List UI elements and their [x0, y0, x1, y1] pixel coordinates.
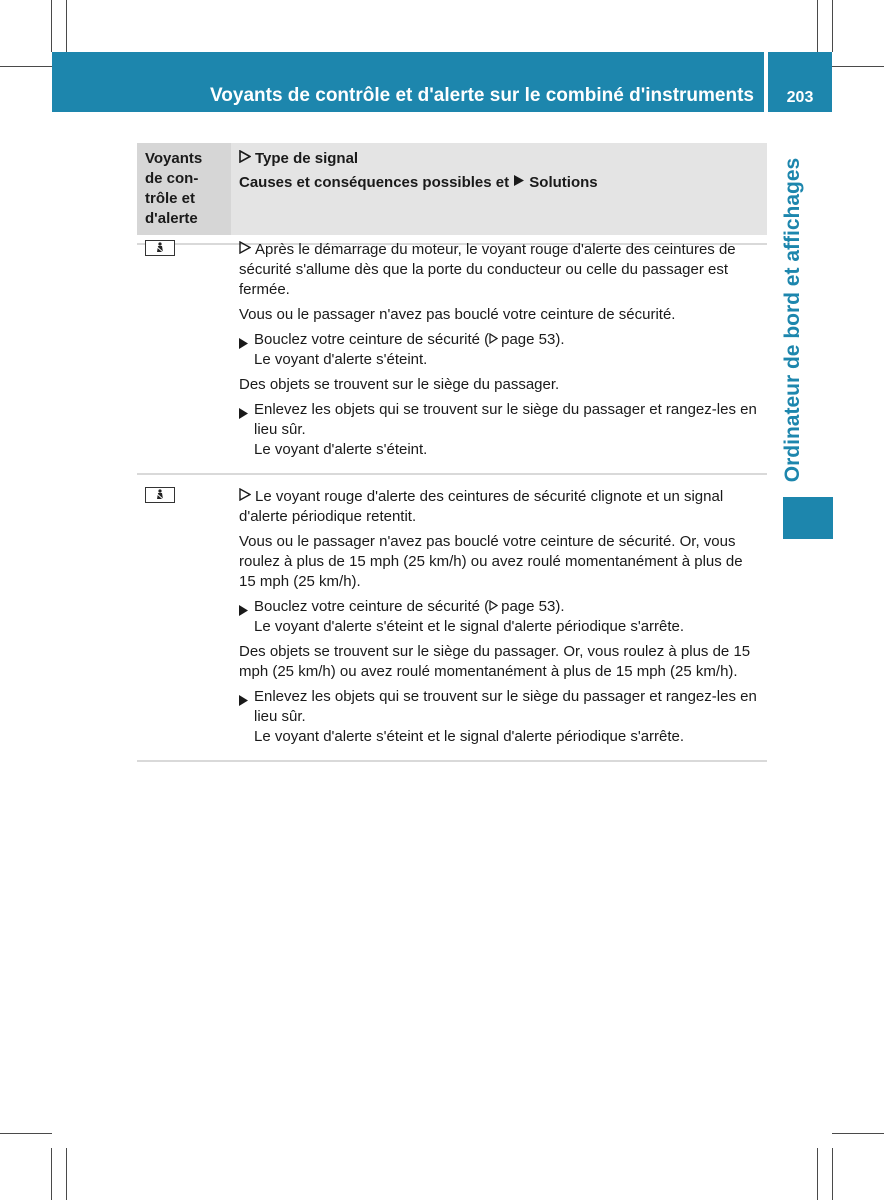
- solution-step: [239, 400, 761, 460]
- crop-mark: [832, 66, 884, 67]
- solution-step: [239, 330, 761, 370]
- crop-mark: [51, 0, 52, 52]
- solution-result: Le voyant d'alerte s'éteint et le signal d'alerte périodique s'arrête.: [254, 728, 685, 745]
- header-col-lamps-line: de con-: [145, 170, 199, 187]
- warning-lamps-table: [137, 143, 767, 245]
- header-solutions-label: Solutions: [529, 174, 598, 191]
- header-causes: [239, 173, 759, 193]
- solution-text-part: Bouclez votre ceinture de sécurité (: [254, 331, 490, 348]
- crop-mark: [832, 1133, 884, 1134]
- solution-step: [239, 597, 761, 637]
- solution-result: Le voyant d'alerte s'éteint.: [254, 441, 428, 458]
- crop-mark: [51, 1148, 52, 1200]
- crop-mark: [832, 1148, 833, 1200]
- outline-triangle-icon: [239, 487, 251, 507]
- crop-mark: [66, 1148, 67, 1200]
- solution-bullet-icon: [239, 692, 248, 712]
- crop-mark: [0, 66, 52, 67]
- crop-mark: [817, 0, 818, 52]
- solution-text-part: Bouclez votre ceinture de sécurité (: [254, 598, 490, 615]
- side-tab: [776, 150, 810, 490]
- page-number: 203: [786, 89, 814, 106]
- signal-text: Après le démarrage du moteur, le voyant rouge d'alerte des ceintures de sécurité s'allume dès que la porte du conducteur ou celle du passager est fermée.: [239, 241, 736, 298]
- header-col-lamps-line: trôle et: [145, 190, 196, 207]
- crop-mark: [0, 1133, 52, 1134]
- table-row: [137, 475, 767, 762]
- seatbelt-warning-icon: [145, 487, 175, 503]
- solution-step: [239, 687, 761, 747]
- cause-text: Des objets se trouvent sur le siège du passager.: [239, 376, 560, 393]
- solution-text: [254, 330, 761, 350]
- page-ref-triangle-icon: [489, 330, 498, 350]
- outline-triangle-icon: [239, 149, 251, 169]
- cause-text: Vous ou le passager n'avez pas bouclé votre ceinture de sécurité. Or, vous roulez à plus de 15 mph (25 km/h) ou avez roulé momentanément à plus de 15 mph (25 km/h).: [239, 533, 743, 590]
- signal-cell: [231, 240, 767, 473]
- page-title: Voyants de contrôle et d'alerte sur le combiné d'instruments: [210, 85, 754, 106]
- page-ref-triangle-icon: [489, 597, 498, 617]
- cause-text: Des objets se trouvent sur le siège du passager. Or, vous roulez à plus de 15 mph (25 km/h) ou avez roulé momentanément à plus de 15 mph (25 km/h).: [239, 643, 751, 680]
- solution-bullet-icon: [239, 335, 248, 355]
- signal-description: [239, 487, 761, 527]
- warning-lamps-table-body: [137, 240, 767, 762]
- header-col-lamps: [137, 143, 231, 235]
- page-number-box: [768, 52, 832, 112]
- outline-triangle-icon: [239, 240, 251, 260]
- side-tab-label: Ordinateur de bord et affichages: [781, 157, 804, 483]
- header-causes-label: Causes et conséquences possibles et: [239, 174, 510, 191]
- crop-mark: [832, 0, 833, 52]
- header-bar: [52, 52, 764, 112]
- signal-cell: [231, 487, 767, 760]
- header-signal-type: [239, 149, 759, 169]
- table-row: [137, 240, 767, 475]
- signal-description: [239, 240, 761, 300]
- seatbelt-warning-icon: [145, 240, 175, 256]
- table-header: [137, 143, 767, 235]
- lamp-cell: [137, 240, 231, 473]
- solution-bullet-icon: [239, 405, 248, 425]
- header-col-lamps-line: Voyants: [145, 150, 203, 167]
- solution-text: Enlevez les objets qui se trouvent sur le siège du passager et rangez-les en lieu sûr.: [254, 401, 757, 438]
- solution-result: Le voyant d'alerte s'éteint.: [254, 351, 428, 368]
- solution-text: Enlevez les objets qui se trouvent sur le siège du passager et rangez-les en lieu sûr.: [254, 688, 757, 725]
- side-marker-block: [783, 497, 833, 539]
- page-reference-link[interactable]: page 53).: [501, 598, 565, 615]
- solution-bullet-icon: [239, 602, 248, 622]
- header-col-signal: [231, 143, 767, 235]
- cause-text: Vous ou le passager n'avez pas bouclé votre ceinture de sécurité.: [239, 306, 676, 323]
- page-reference-link[interactable]: page 53).: [501, 331, 565, 348]
- crop-mark: [66, 0, 67, 52]
- solid-triangle-icon: [513, 173, 525, 193]
- header-col-lamps-line: d'alerte: [145, 210, 198, 227]
- signal-text: Le voyant rouge d'alerte des ceintures de sécurité clignote et un signal d'alerte périodique retentit.: [239, 488, 724, 525]
- crop-mark: [817, 1148, 818, 1200]
- header-signal-type-label: Type de signal: [255, 150, 359, 167]
- lamp-cell: [137, 487, 231, 760]
- solution-result: Le voyant d'alerte s'éteint et le signal d'alerte périodique s'arrête.: [254, 618, 685, 635]
- solution-text: [254, 597, 761, 617]
